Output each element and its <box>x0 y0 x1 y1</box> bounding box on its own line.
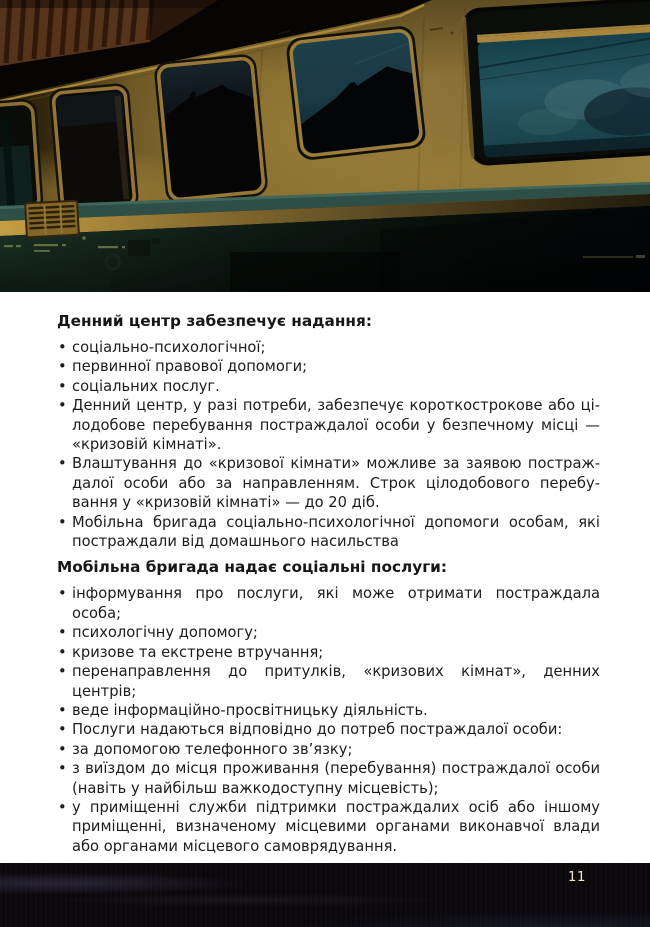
page-footer <box>0 863 650 927</box>
mobile-brigade-list <box>56 584 600 856</box>
list-item: • у приміщенні служби підтримки постраждалих осіб або іншому приміщенні, визначеному місцевими органами виконавчої влади або органами місцевого самоврядування. <box>72 798 600 856</box>
day-center-list <box>56 338 600 551</box>
list-item: • Денний центр, у разі потреби, забезпечує короткострокове або цілодобове перебування постраждалої особи у безпечному місці — «кризовій кімнаті». <box>72 396 600 454</box>
train-photo-svg <box>0 0 650 292</box>
list-item: • Влаштування до «кризової кімнати» можливе за заявою постраждалої особи або за направленням. Строк цілодобового перебування у «кризовій кімнаті» — до 20 діб. <box>72 454 600 512</box>
page-number: 11 <box>567 869 586 885</box>
list-item: • за допомогою телефонного зв’язку; <box>72 740 600 759</box>
list-item: • соціальних послуг. <box>72 377 600 396</box>
section-heading-mobile-brigade: Мобільна бригада надає соціальні послуги: <box>57 558 448 577</box>
list-item: • з виїздом до місця проживання (перебування) постраждалої особи (навіть у найбільш важкодоступну місцевість); <box>72 759 600 798</box>
list-item: • соціально-психологічної; <box>72 338 600 357</box>
list-item: • Мобільна бригада соціально-психологічної допомоги особам, які постраждали від домашнього насильства <box>72 513 600 552</box>
section-heading-day-center: Денний центр забезпечує надання: <box>57 312 372 330</box>
page-content <box>0 292 650 863</box>
list-item: • психологічну допомогу; <box>72 623 600 642</box>
list-item: • перенаправлення до притулків, «кризових кімнат», денних центрів; <box>72 662 600 701</box>
list-item: • первинної правової допомоги; <box>72 357 600 376</box>
list-item: • Послуги надаються відповідно до потреб постраждалої особи: <box>72 720 600 739</box>
list-item: • веде інформаційно-просвітницьку діяльність. <box>72 701 600 720</box>
train-photo <box>0 0 650 292</box>
list-item: • кризове та екстрене втручання; <box>72 643 600 662</box>
list-item: • інформування про послуги, які може отримати постраждала особа; <box>72 584 600 623</box>
